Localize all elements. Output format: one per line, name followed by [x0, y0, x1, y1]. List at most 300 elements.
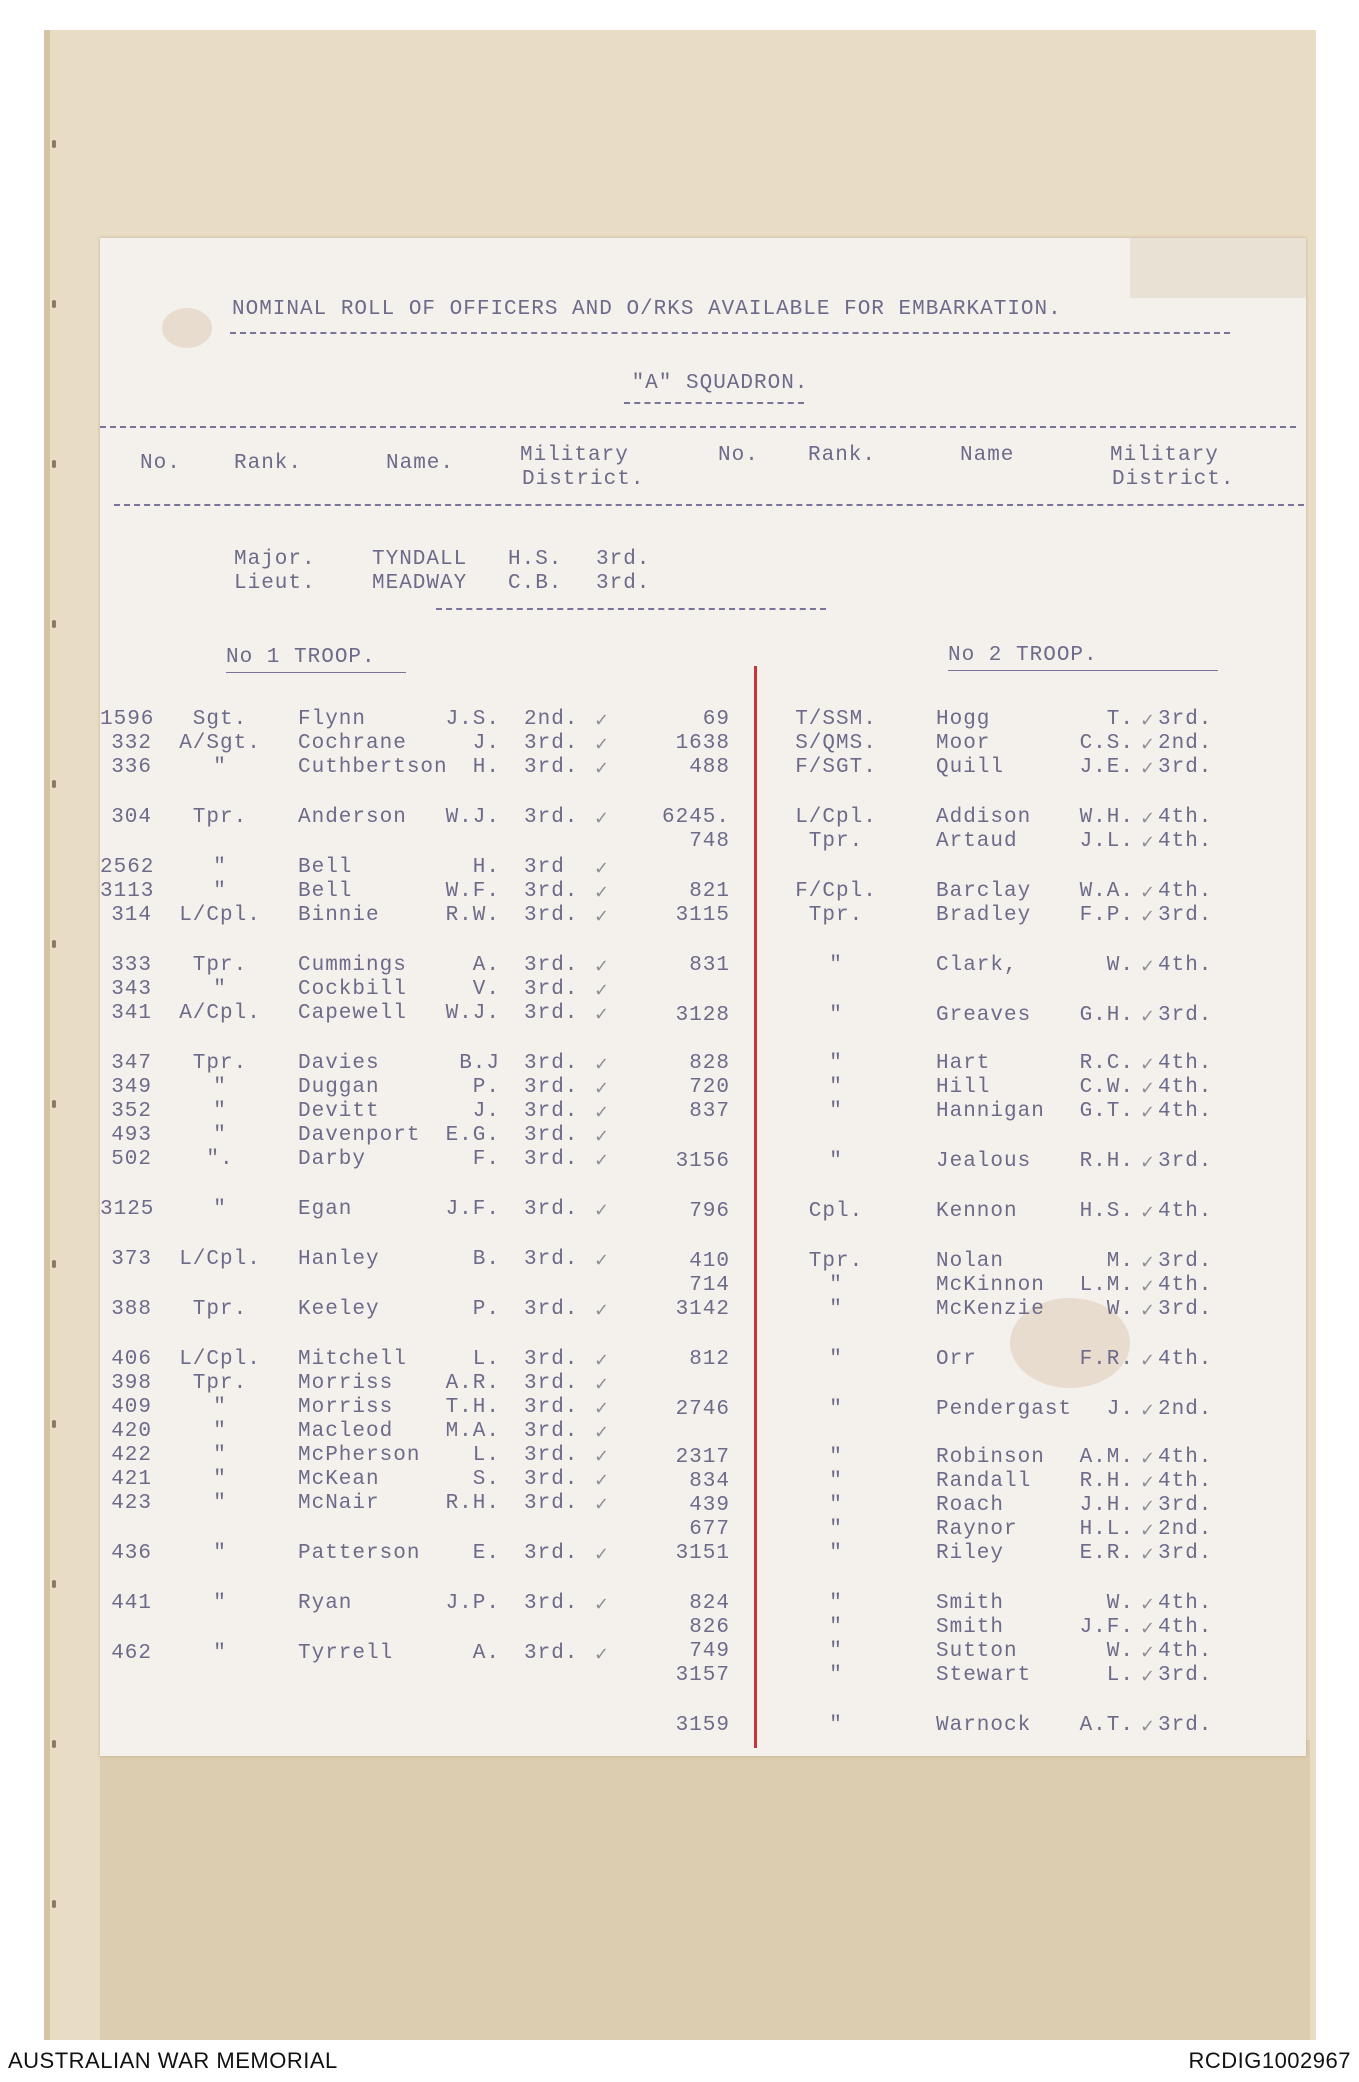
- roll-district: 4th.: [1158, 1446, 1213, 1469]
- roll-rank: ": [213, 1100, 227, 1123]
- check-mark-icon: ✓: [1140, 1006, 1156, 1027]
- roll-rank: ": [213, 1592, 227, 1615]
- roll-initials: W.F.: [445, 880, 500, 903]
- roll-surname: Smith: [936, 1616, 1005, 1639]
- roll-no: 69: [702, 708, 730, 731]
- roll-no: 2746: [675, 1398, 730, 1421]
- check-mark-icon: ✓: [594, 1594, 610, 1615]
- check-mark-icon: ✓: [1140, 1544, 1156, 1565]
- check-mark-icon: ✓: [594, 1398, 610, 1419]
- document-title: NOMINAL ROLL OF OFFICERS AND O/RKS AVAILABLE FOR EMBARKATION.: [232, 298, 1062, 321]
- roll-initials: W.J.: [445, 1002, 500, 1025]
- roll-surname: Morriss: [298, 1372, 394, 1395]
- roll-initials: J.: [472, 732, 500, 755]
- officer-rank: Major.: [234, 548, 316, 571]
- roll-surname: Mitchell: [298, 1348, 407, 1371]
- roll-no: 1638: [675, 732, 730, 755]
- roll-initials: J.S.: [445, 708, 500, 731]
- roll-rank: ": [829, 1542, 843, 1565]
- roll-surname: Capewell: [298, 1002, 407, 1025]
- roll-district: 4th.: [1158, 1592, 1213, 1615]
- troop-1-underline: [226, 672, 406, 673]
- roll-surname: Warnock: [936, 1714, 1032, 1737]
- roll-surname: Orr: [936, 1348, 977, 1371]
- officer-initials: H.S.: [508, 548, 563, 571]
- roll-no: 488: [689, 756, 730, 779]
- roll-no: 336: [111, 756, 152, 779]
- roll-rank: T/SSM.: [795, 708, 877, 731]
- roll-rank: ": [829, 1494, 843, 1517]
- roll-no: 3157: [675, 1664, 730, 1687]
- roll-initials: H.: [472, 756, 500, 779]
- check-mark-icon: ✓: [594, 758, 610, 779]
- roll-surname: Tyrrell: [298, 1642, 394, 1665]
- roll-rank: ": [829, 1100, 843, 1123]
- roll-no: 837: [689, 1100, 730, 1123]
- roll-surname: Macleod: [298, 1420, 394, 1443]
- check-mark-icon: ✓: [1140, 734, 1156, 755]
- check-mark-icon: ✓: [1140, 1520, 1156, 1541]
- roll-initials: C.W.: [1079, 1076, 1134, 1099]
- officer-district: 3rd.: [596, 572, 651, 595]
- header-bottom-rule: [114, 504, 1304, 506]
- roll-no: 3113: [100, 880, 155, 903]
- header-no: No.: [140, 452, 181, 475]
- roll-rank: ": [829, 1398, 843, 1421]
- check-mark-icon: ✓: [594, 1446, 610, 1467]
- roll-initials: M.: [1106, 1250, 1134, 1273]
- roll-district: 2nd.: [1158, 1518, 1213, 1541]
- roll-rank: ": [213, 1420, 227, 1443]
- roll-surname: Cummings: [298, 954, 407, 977]
- roll-rank: F/Cpl.: [795, 880, 877, 903]
- roll-district: 3rd.: [524, 904, 579, 927]
- roll-rank: L/Cpl.: [795, 806, 877, 829]
- roll-rank: ": [213, 1444, 227, 1467]
- roll-no: 3125: [100, 1198, 155, 1221]
- roll-no: 332: [111, 732, 152, 755]
- roll-rank: ": [213, 880, 227, 903]
- roll-rank: L/Cpl.: [179, 1348, 261, 1371]
- roll-no: 677: [689, 1518, 730, 1541]
- roll-surname: Greaves: [936, 1004, 1032, 1027]
- roll-no: 821: [689, 880, 730, 903]
- roll-surname: Raynor: [936, 1518, 1018, 1541]
- roll-no: 441: [111, 1592, 152, 1615]
- check-mark-icon: ✓: [594, 1102, 610, 1123]
- roll-district: 3rd.: [524, 756, 579, 779]
- roll-district: 3rd.: [1158, 1250, 1213, 1273]
- roll-surname: Ryan: [298, 1592, 353, 1615]
- check-mark-icon: ✓: [594, 882, 610, 903]
- roll-district: 3rd.: [1158, 708, 1213, 731]
- roll-initials: A.T.: [1079, 1714, 1134, 1737]
- check-mark-icon: ✓: [594, 1054, 610, 1075]
- roll-initials: W.: [1106, 1298, 1134, 1321]
- roll-district: 3rd.: [524, 1198, 579, 1221]
- roll-district: 4th.: [1158, 880, 1213, 903]
- roll-district: 3rd.: [1158, 1298, 1213, 1321]
- roll-no: 347: [111, 1052, 152, 1075]
- roll-initials: S.: [472, 1468, 500, 1491]
- roll-initials: L.M.: [1079, 1274, 1134, 1297]
- roll-initials: L.: [472, 1348, 500, 1371]
- roll-district: 4th.: [1158, 1640, 1213, 1663]
- officer-initials: C.B.: [508, 572, 563, 595]
- check-mark-icon: ✓: [594, 980, 610, 1001]
- roll-no: 3151: [675, 1542, 730, 1565]
- roll-district: 2nd.: [1158, 732, 1213, 755]
- roll-rank: ": [829, 1592, 843, 1615]
- roll-no: 314: [111, 904, 152, 927]
- roll-surname: McNair: [298, 1492, 380, 1515]
- check-mark-icon: ✓: [594, 1150, 610, 1171]
- roll-district: 3rd.: [524, 1076, 579, 1099]
- roll-rank: ": [829, 1076, 843, 1099]
- roll-rank: Sgt.: [192, 708, 248, 731]
- roll-rank: ": [213, 1396, 227, 1419]
- check-mark-icon: ✓: [1140, 882, 1156, 903]
- roll-surname: Quill: [936, 756, 1005, 779]
- roll-no: 2317: [675, 1446, 730, 1469]
- roll-surname: Nolan: [936, 1250, 1005, 1273]
- header-military-2: Military: [1110, 444, 1219, 467]
- roll-district: 3rd.: [524, 880, 579, 903]
- roll-district: 4th.: [1158, 1470, 1213, 1493]
- roll-rank: ": [829, 1714, 843, 1737]
- roll-district: 3rd.: [524, 1468, 579, 1491]
- check-mark-icon: ✓: [1140, 710, 1156, 731]
- roll-district: 3rd.: [524, 1052, 579, 1075]
- nominal-roll-sheet: [100, 238, 1306, 1756]
- roll-surname: Barclay: [936, 880, 1032, 903]
- roll-district: 3rd.: [1158, 1664, 1213, 1687]
- roll-district: 3rd.: [524, 732, 579, 755]
- check-mark-icon: ✓: [1140, 758, 1156, 779]
- roll-rank: Tpr.: [808, 830, 864, 853]
- check-mark-icon: ✓: [594, 1004, 610, 1025]
- squadron-title: "A" SQUADRON.: [631, 372, 809, 395]
- roll-no: 3142: [675, 1298, 730, 1321]
- roll-no: 6245.: [661, 806, 730, 829]
- roll-district: 3rd.: [524, 1642, 579, 1665]
- roll-surname: McKinnon: [936, 1274, 1045, 1297]
- roll-surname: Kennon: [936, 1200, 1018, 1223]
- check-mark-icon: ✓: [594, 1350, 610, 1371]
- check-mark-icon: ✓: [594, 1200, 610, 1221]
- roll-surname: Bradley: [936, 904, 1032, 927]
- roll-initials: A.M.: [1079, 1446, 1134, 1469]
- check-mark-icon: ✓: [594, 1470, 610, 1491]
- roll-rank: ": [829, 1518, 843, 1541]
- troop-1-title: No 1 TROOP.: [226, 646, 376, 669]
- roll-rank: ": [829, 1640, 843, 1663]
- roll-initials: J.F.: [1079, 1616, 1134, 1639]
- roll-rank: ": [829, 1298, 843, 1321]
- roll-rank: ": [829, 1274, 843, 1297]
- check-mark-icon: ✓: [594, 1374, 610, 1395]
- header-rank: Rank.: [234, 452, 303, 475]
- roll-surname: McPherson: [298, 1444, 421, 1467]
- roll-initials: J.L.: [1079, 830, 1134, 853]
- roll-no: 714: [689, 1274, 730, 1297]
- header-rank-2: Rank.: [808, 444, 877, 467]
- check-mark-icon: ✓: [594, 808, 610, 829]
- roll-rank: Tpr.: [808, 1250, 864, 1273]
- header-district: District.: [522, 468, 645, 491]
- roll-no: 409: [111, 1396, 152, 1419]
- roll-no: 3159: [675, 1714, 730, 1737]
- roll-initials: J.P.: [445, 1592, 500, 1615]
- roll-district: 3rd.: [524, 1100, 579, 1123]
- roll-surname: Hill: [936, 1076, 991, 1099]
- roll-initials: W.: [1106, 1640, 1134, 1663]
- roll-rank: ".: [206, 1148, 234, 1171]
- roll-surname: Stewart: [936, 1664, 1032, 1687]
- check-mark-icon: ✓: [594, 858, 610, 879]
- roll-rank: A/Sgt.: [179, 732, 261, 755]
- roll-surname: Patterson: [298, 1542, 421, 1565]
- check-mark-icon: ✓: [1140, 1252, 1156, 1273]
- roll-rank: Tpr.: [808, 904, 864, 927]
- roll-no: 341: [111, 1002, 152, 1025]
- roll-surname: Cockbill: [298, 978, 407, 1001]
- check-mark-icon: ✓: [1140, 1472, 1156, 1493]
- roll-rank: ": [213, 1198, 227, 1221]
- roll-no: 748: [689, 830, 730, 853]
- check-mark-icon: ✓: [1140, 1618, 1156, 1639]
- roll-rank: ": [829, 1348, 843, 1371]
- check-mark-icon: ✓: [1140, 1448, 1156, 1469]
- roll-initials: H.: [472, 856, 500, 879]
- roll-surname: Smith: [936, 1592, 1005, 1615]
- roll-surname: Hart: [936, 1052, 991, 1075]
- roll-no: 812: [689, 1348, 730, 1371]
- roll-initials: F.R.: [1079, 1348, 1134, 1371]
- roll-initials: E.: [472, 1542, 500, 1565]
- check-mark-icon: ✓: [1140, 1276, 1156, 1297]
- roll-initials: J.F.: [445, 1198, 500, 1221]
- roll-initials: R.C.: [1079, 1052, 1134, 1075]
- officer-surname: MEADWAY: [372, 572, 468, 595]
- check-mark-icon: ✓: [594, 1078, 610, 1099]
- roll-no: 462: [111, 1642, 152, 1665]
- roll-surname: Moor: [936, 732, 991, 755]
- roll-district: 3rd.: [1158, 904, 1213, 927]
- roll-no: 420: [111, 1420, 152, 1443]
- check-mark-icon: ✓: [1140, 1716, 1156, 1737]
- roll-no: 304: [111, 806, 152, 829]
- roll-surname: Davies: [298, 1052, 380, 1075]
- roll-surname: Flynn: [298, 708, 367, 731]
- check-mark-icon: ✓: [594, 906, 610, 927]
- roll-district: 3rd.: [524, 978, 579, 1001]
- roll-initials: J.H.: [1079, 1494, 1134, 1517]
- roll-no: 720: [689, 1076, 730, 1099]
- roll-surname: Cochrane: [298, 732, 407, 755]
- roll-district: 2nd.: [524, 708, 579, 731]
- roll-initials: J.: [472, 1100, 500, 1123]
- roll-initials: A.: [472, 954, 500, 977]
- roll-surname: Davenport: [298, 1124, 421, 1147]
- roll-rank: ": [829, 1052, 843, 1075]
- roll-initials: F.: [472, 1148, 500, 1171]
- roll-no: 2562: [100, 856, 155, 879]
- roll-surname: Bell: [298, 856, 353, 879]
- check-mark-icon: ✓: [1140, 1350, 1156, 1371]
- roll-surname: Jealous: [936, 1150, 1032, 1173]
- roll-rank: ": [213, 1076, 227, 1099]
- roll-district: 3rd.: [524, 1542, 579, 1565]
- roll-district: 3rd.: [524, 1348, 579, 1371]
- header-military: Military: [520, 444, 629, 467]
- roll-district: 4th.: [1158, 1200, 1213, 1223]
- roll-initials: T.: [1106, 708, 1134, 731]
- roll-district: 3rd.: [524, 1124, 579, 1147]
- officer-rank: Lieut.: [234, 572, 316, 595]
- check-mark-icon: ✓: [1140, 1642, 1156, 1663]
- roll-no: 826: [689, 1616, 730, 1639]
- roll-surname: Hannigan: [936, 1100, 1045, 1123]
- squadron-rule: [624, 402, 804, 404]
- roll-rank: ": [213, 1124, 227, 1147]
- roll-district: 3rd.: [524, 1298, 579, 1321]
- roll-surname: Randall: [936, 1470, 1032, 1493]
- roll-rank: ": [213, 756, 227, 779]
- roll-no: 796: [689, 1200, 730, 1223]
- roll-district: 4th.: [1158, 1616, 1213, 1639]
- roll-no: 3128: [675, 1004, 730, 1027]
- roll-district: 4th.: [1158, 954, 1213, 977]
- roll-surname: Riley: [936, 1542, 1005, 1565]
- roll-rank: Tpr.: [192, 1298, 248, 1321]
- roll-rank: ": [213, 856, 227, 879]
- roll-district: 3rd.: [524, 1248, 579, 1271]
- roll-no: 831: [689, 954, 730, 977]
- roll-no: 3156: [675, 1150, 730, 1173]
- roll-rank: ": [213, 1642, 227, 1665]
- check-mark-icon: ✓: [1140, 1594, 1156, 1615]
- roll-no: 373: [111, 1248, 152, 1271]
- roll-rank: ": [213, 1492, 227, 1515]
- check-mark-icon: ✓: [1140, 1666, 1156, 1687]
- roll-rank: ": [829, 1664, 843, 1687]
- roll-surname: Cuthbertson: [298, 756, 448, 779]
- roll-surname: Anderson: [298, 806, 407, 829]
- check-mark-icon: ✓: [594, 710, 610, 731]
- roll-initials: E.G.: [445, 1124, 500, 1147]
- check-mark-icon: ✓: [1140, 1054, 1156, 1075]
- officers-rule: [436, 608, 826, 610]
- roll-no: 502: [111, 1148, 152, 1171]
- roll-no: 422: [111, 1444, 152, 1467]
- roll-surname: Morriss: [298, 1396, 394, 1419]
- roll-rank: ": [829, 954, 843, 977]
- check-mark-icon: ✓: [594, 1644, 610, 1665]
- roll-rank: L/Cpl.: [179, 1248, 261, 1271]
- roll-rank: ": [829, 1470, 843, 1493]
- check-mark-icon: ✓: [1140, 832, 1156, 853]
- roll-initials: R.H.: [1079, 1470, 1134, 1493]
- roll-no: 388: [111, 1298, 152, 1321]
- header-top-rule: [100, 426, 1296, 428]
- roll-surname: Bell: [298, 880, 353, 903]
- roll-initials: M.A.: [445, 1420, 500, 1443]
- roll-district: 2nd.: [1158, 1398, 1213, 1421]
- check-mark-icon: ✓: [594, 734, 610, 755]
- roll-surname: Addison: [936, 806, 1032, 829]
- roll-surname: McKenzie: [936, 1298, 1045, 1321]
- roll-initials: G.H.: [1079, 1004, 1134, 1027]
- roll-no: 423: [111, 1492, 152, 1515]
- roll-rank: ": [213, 1542, 227, 1565]
- roll-initials: E.R.: [1079, 1542, 1134, 1565]
- roll-no: 749: [689, 1640, 730, 1663]
- roll-district: 4th.: [1158, 806, 1213, 829]
- roll-surname: Artaud: [936, 830, 1018, 853]
- roll-rank: A/Cpl.: [179, 1002, 261, 1025]
- roll-initials: W.: [1106, 954, 1134, 977]
- roll-district: 3rd.: [524, 806, 579, 829]
- roll-district: 3rd.: [524, 1372, 579, 1395]
- roll-district: 4th.: [1158, 830, 1213, 853]
- check-mark-icon: ✓: [1140, 1102, 1156, 1123]
- roll-district: 4th.: [1158, 1100, 1213, 1123]
- roll-no: 436: [111, 1542, 152, 1565]
- roll-surname: Hogg: [936, 708, 991, 731]
- roll-initials: R.H.: [1079, 1150, 1134, 1173]
- roll-no: 410: [689, 1250, 730, 1273]
- roll-rank: S/QMS.: [795, 732, 877, 755]
- roll-no: 349: [111, 1076, 152, 1099]
- roll-district: 3rd.: [524, 954, 579, 977]
- roll-initials: J.: [1106, 1398, 1134, 1421]
- check-mark-icon: ✓: [1140, 906, 1156, 927]
- roll-rank: ": [829, 1150, 843, 1173]
- roll-district: 4th.: [1158, 1052, 1213, 1075]
- check-mark-icon: ✓: [1140, 1400, 1156, 1421]
- roll-rank: Tpr.: [192, 806, 248, 829]
- troop-2-underline: [948, 670, 1218, 671]
- roll-initials: B.J: [459, 1052, 500, 1075]
- roll-no: 834: [689, 1470, 730, 1493]
- header-no-2: No.: [718, 444, 759, 467]
- check-mark-icon: ✓: [1140, 1078, 1156, 1099]
- roll-initials: F.P.: [1079, 904, 1134, 927]
- roll-rank: ": [213, 1468, 227, 1491]
- roll-initials: W.J.: [445, 806, 500, 829]
- roll-surname: Keeley: [298, 1298, 380, 1321]
- roll-district: 3rd.: [1158, 1004, 1213, 1027]
- title-rule: [230, 332, 1230, 334]
- check-mark-icon: ✓: [594, 1544, 610, 1565]
- roll-rank: ": [829, 1616, 843, 1639]
- roll-no: 828: [689, 1052, 730, 1075]
- roll-rank: ": [829, 1446, 843, 1469]
- check-mark-icon: ✓: [1140, 1202, 1156, 1223]
- check-mark-icon: ✓: [594, 1250, 610, 1271]
- roll-rank: ": [829, 1004, 843, 1027]
- roll-rank: Cpl.: [808, 1200, 864, 1223]
- roll-initials: B.: [472, 1248, 500, 1271]
- roll-no: 333: [111, 954, 152, 977]
- roll-district: 3rd.: [524, 1148, 579, 1171]
- roll-initials: R.H.: [445, 1492, 500, 1515]
- check-mark-icon: ✓: [1140, 1496, 1156, 1517]
- roll-surname: Pendergast: [936, 1398, 1073, 1421]
- roll-initials: P.: [472, 1076, 500, 1099]
- roll-initials: W.A.: [1079, 880, 1134, 903]
